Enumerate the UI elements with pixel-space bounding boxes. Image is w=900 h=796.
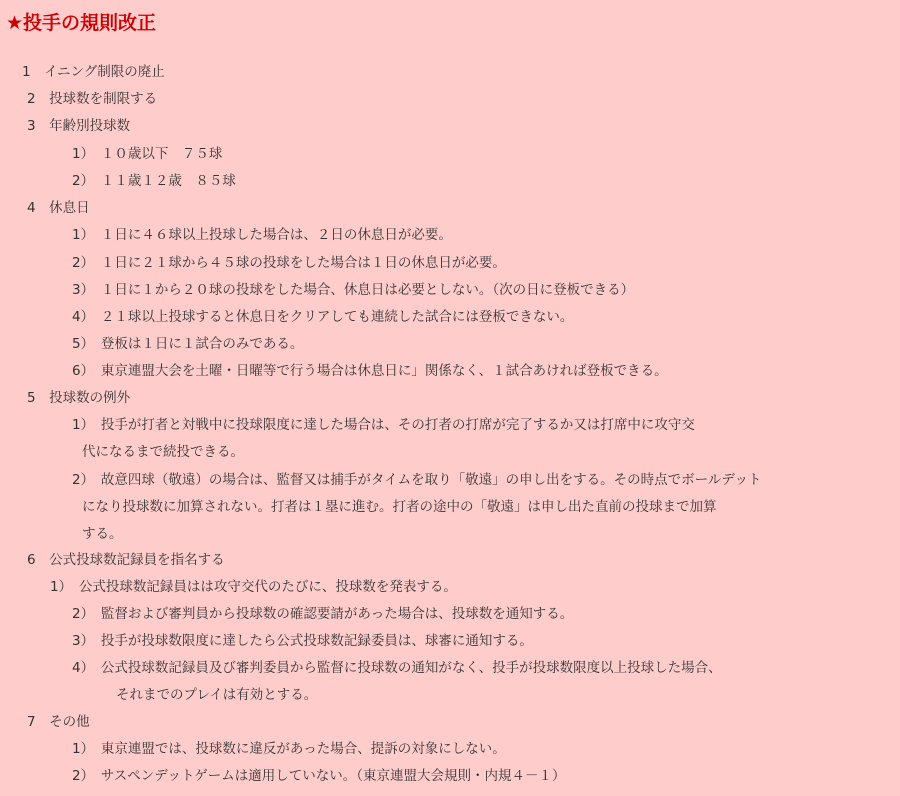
rule-continuation: それまでのプレイは有効とする。 <box>116 687 318 703</box>
rule-subitem: 3） 投手が投球数限度に達したら公式投球数記録委員は、球審に通知する。 <box>72 633 533 649</box>
rule-subitem: 2） １１歳１２歳 ８５球 <box>72 173 236 189</box>
rule-continuation: する。 <box>82 526 123 542</box>
rule-heading: 7 その他 <box>27 714 90 730</box>
rule-continuation: 代になるまで続投できる。 <box>82 444 244 460</box>
rule-subitem: 1） １日に４６球以上投球した場合は、２日の休息日が必要。 <box>72 227 452 243</box>
rule-heading: 6 公式投球数記録員を指名する <box>27 552 225 568</box>
rule-subitem: 6） 東京連盟大会を土曜・日曜等で行う場合は休息日に」関係なく、１試合あければ登板できる。 <box>72 363 668 379</box>
rule-subitem: 4） ２１球以上投球すると休息日をクリアしても連続した試合には登板できない。 <box>72 309 574 325</box>
page-title: ★投手の規則改正 <box>6 12 157 34</box>
rule-continuation: になり投球数に加算されない。打者は１塁に進む。打者の途中の「敬遠」は申し出た直前の投球まで加算 <box>82 499 717 515</box>
rule-subitem: 1） １０歳以下 ７５球 <box>72 146 223 162</box>
rule-subitem: 1） 公式投球数記録員はは攻守交代のたびに、投球数を発表する。 <box>50 579 457 595</box>
rule-heading: 3 年齢別投球数 <box>27 118 131 134</box>
rule-heading: 5 投球数の例外 <box>27 390 131 406</box>
rule-heading: 1 イニング制限の廃止 <box>22 64 165 80</box>
rule-subitem: 5） 登板は１日に１試合のみである。 <box>72 336 304 352</box>
rule-heading: 4 休息日 <box>27 200 90 216</box>
rule-subitem: 2） １日に２１球から４５球の投球をした場合は１日の休息日が必要。 <box>72 255 506 271</box>
rule-subitem: 3） １日に１から２０球の投球をした場合、休息日は必要としない。（次の日に登板できる） <box>72 282 635 298</box>
rule-subitem: 1） 東京連盟では、投球数に違反があった場合、提訴の対象にしない。 <box>72 741 506 757</box>
rule-subitem: 2） サスペンデットゲームは適用していない。（東京連盟大会規則・内規４－１） <box>72 768 566 784</box>
rule-subitem: 4） 公式投球数記録員及び審判委員から監督に投球数の通知がなく、投手が投球数限度以上投球した場合、 <box>72 660 722 676</box>
rule-subitem: 2） 監督および審判員から投球数の確認要請があった場合は、投球数を通知する。 <box>72 606 574 622</box>
rule-subitem: 1） 投手が打者と対戦中に投球限度に達した場合は、その打者の打席が完了するか又は打席中に攻守交 <box>72 417 695 433</box>
rule-heading: 2 投球数を制限する <box>27 91 158 107</box>
rule-subitem: 2） 故意四球（敬遠）の場合は、監督又は捕手がタイムを取り「敬遠」の申し出をする。その時点でボールデット <box>72 472 762 488</box>
